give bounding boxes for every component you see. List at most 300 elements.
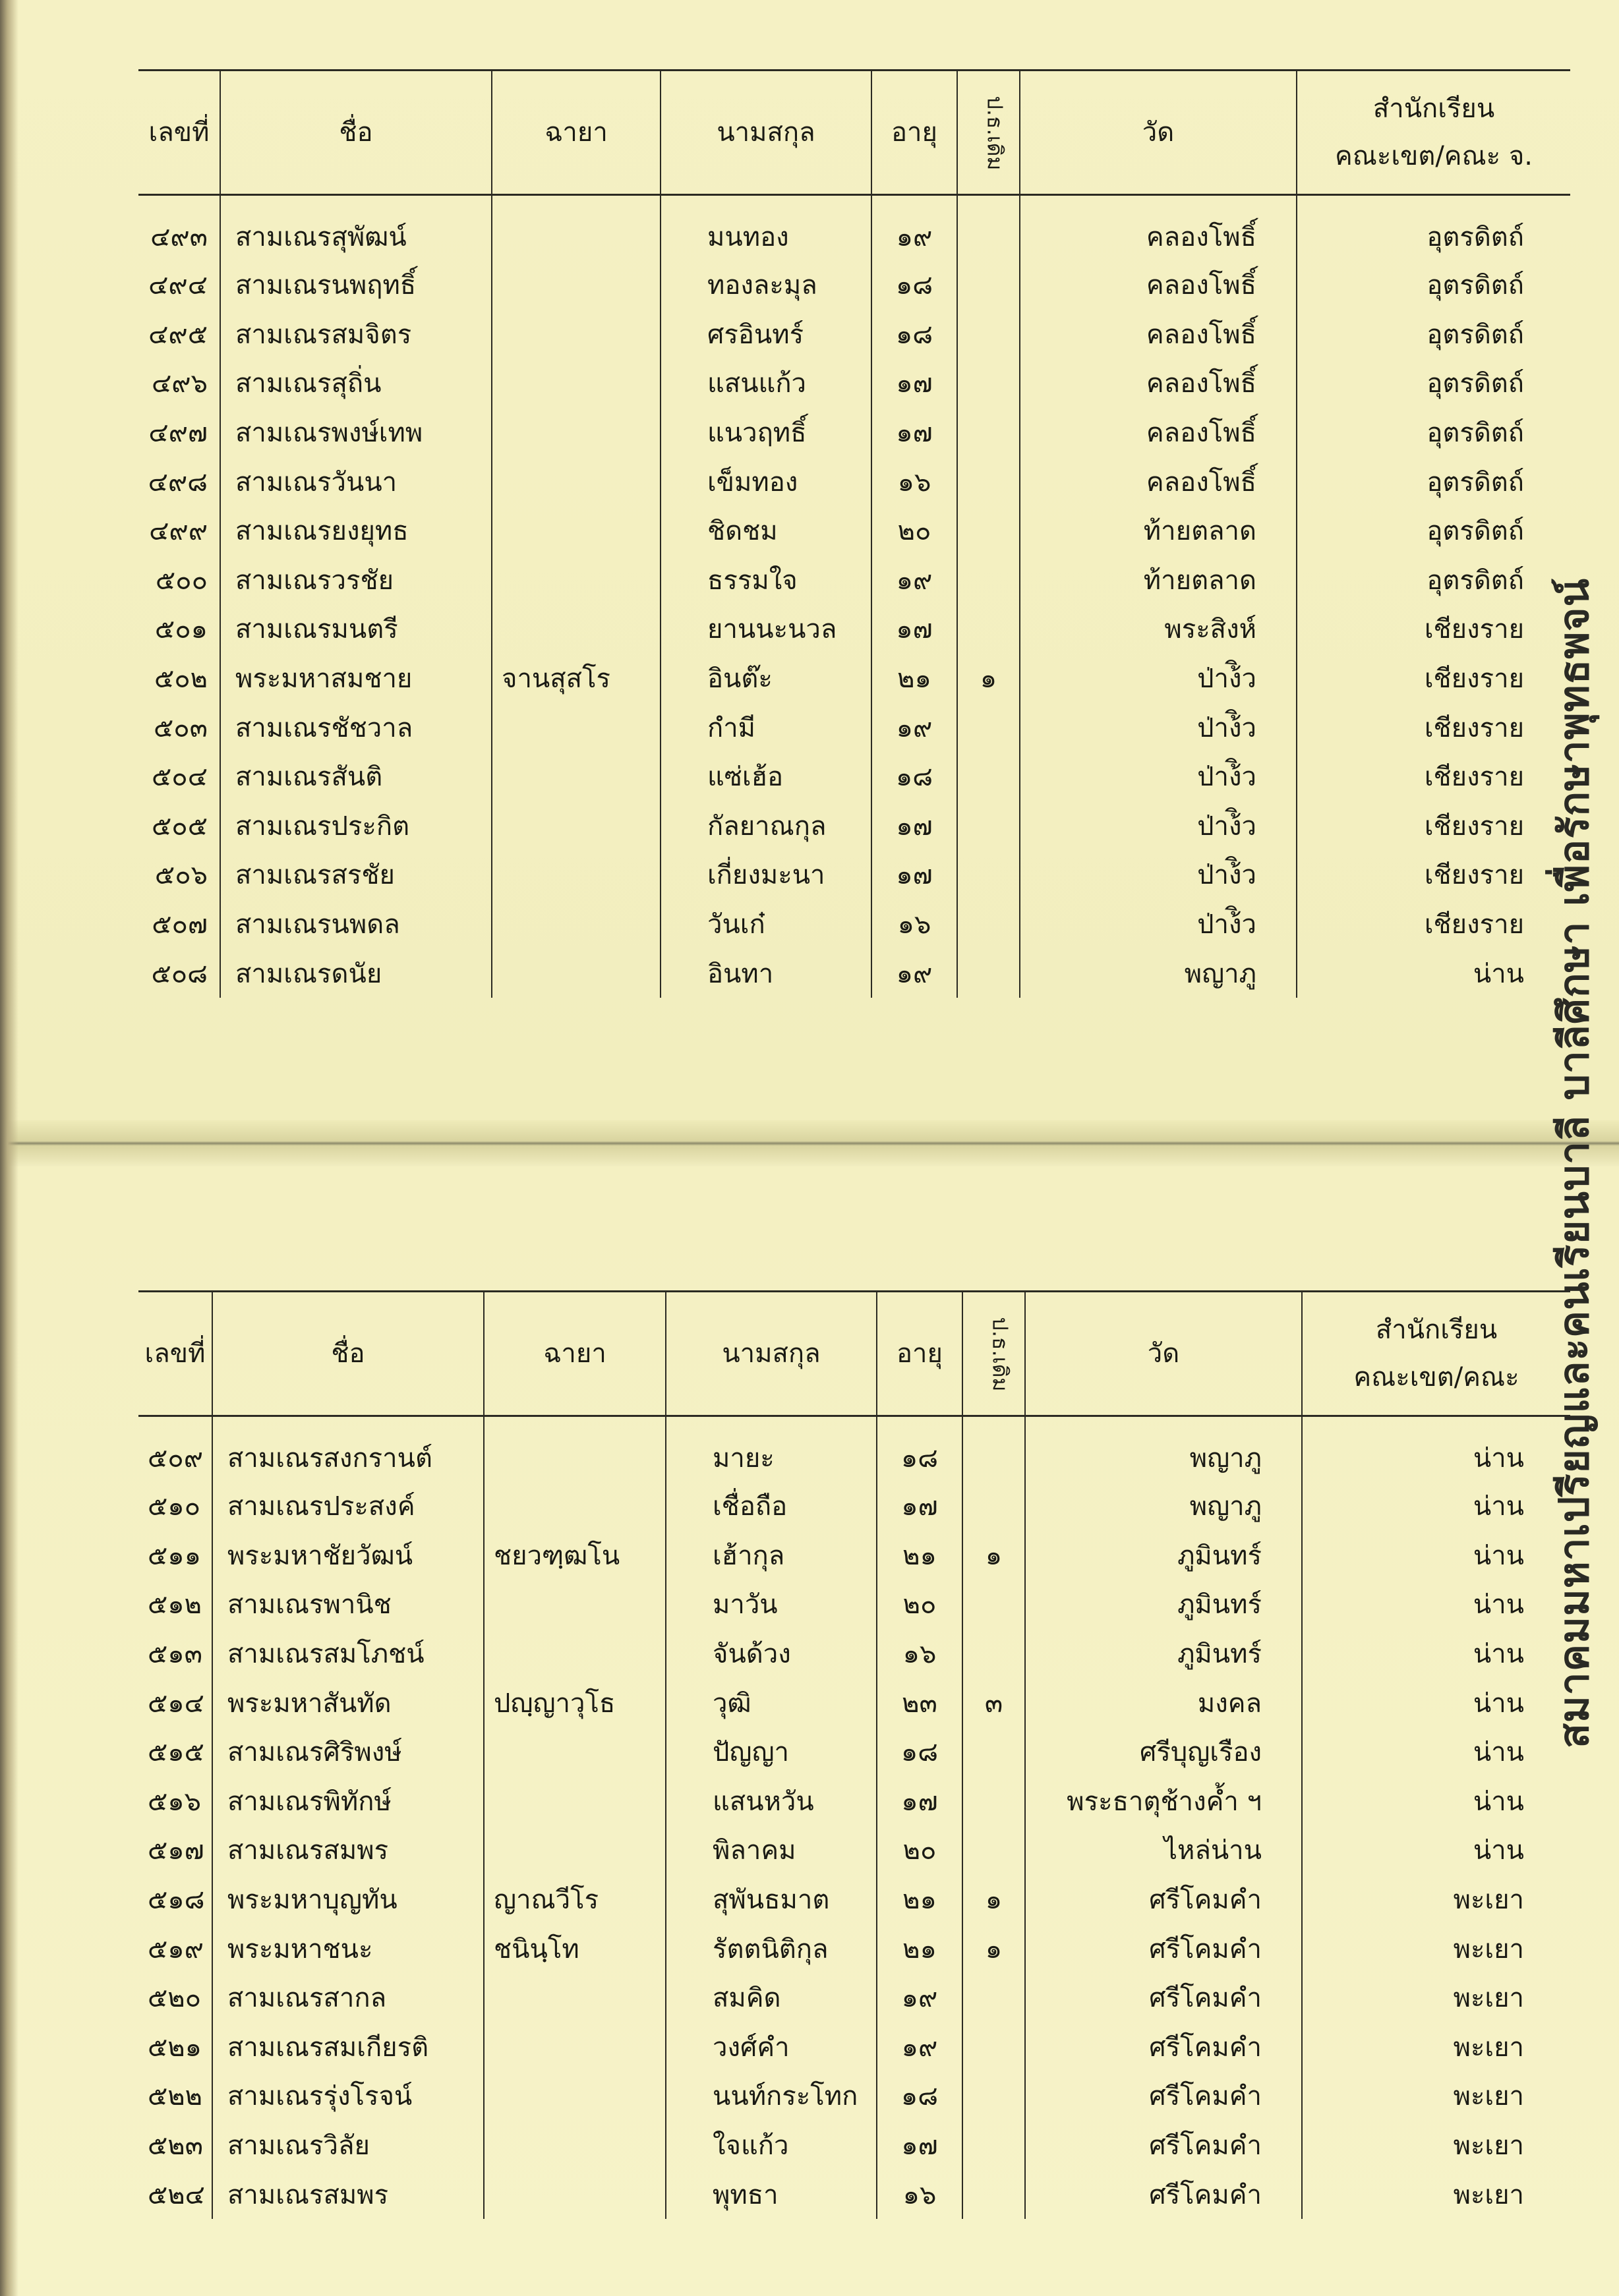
page-fold	[0, 1120, 1619, 1166]
row-age: ๑๗	[877, 1777, 962, 1826]
row-name: สามเณรสันติ	[220, 752, 492, 801]
row-grade	[962, 2023, 1025, 2072]
row-surname: เฮ้ากุล	[666, 1531, 877, 1580]
row-office: อุตรดิตถ์	[1297, 556, 1570, 605]
row-surname: มาวัน	[666, 1580, 877, 1629]
row-temple: คลองโพธิ์	[1020, 408, 1297, 457]
row-age: ๑๗	[877, 2121, 962, 2170]
row-number: ๔๙๔	[148, 270, 208, 301]
header-office-line1: สำนักเรียน	[1372, 94, 1495, 124]
row-number: ๕๒๓	[148, 2131, 203, 2162]
row-grade	[962, 1580, 1025, 1629]
row-temple: ป่าง้ิว	[1020, 654, 1297, 703]
row-temple: ภูมินทร์	[1025, 1580, 1302, 1629]
row-number: ๕๒๐	[148, 1983, 202, 2014]
row-number: ๕๑๒	[148, 1590, 202, 1621]
row-grade	[957, 195, 1020, 261]
header-title: ฉายา	[492, 71, 661, 195]
table-row	[138, 1727, 1570, 1777]
header-name: ชื่อ	[212, 1292, 484, 1416]
row-temple: ป่าง้ิว	[1020, 703, 1297, 752]
row-office: อุตรดิตถ์	[1297, 359, 1570, 408]
row-office: อุตรดิตถ์	[1297, 457, 1570, 506]
table-row	[138, 1629, 1570, 1679]
row-number: ๕๐๑	[154, 614, 208, 645]
row-office: พะเยา	[1302, 2071, 1570, 2121]
row-age: ๑๖	[871, 457, 957, 506]
row-monastic-title	[484, 1481, 666, 1531]
register-table-1	[138, 69, 1570, 998]
row-office: พะเยา	[1302, 1973, 1570, 2023]
table-row	[138, 1481, 1570, 1531]
row-temple: ท้ายตลาด	[1020, 556, 1297, 605]
register-table-2	[138, 1290, 1570, 2219]
row-temple: พระธาตุช้างค้ำ ฯ	[1025, 1777, 1302, 1826]
row-number: ๕๐๘	[151, 958, 208, 989]
row-grade	[957, 900, 1020, 949]
row-office: พะเยา	[1302, 2023, 1570, 2072]
row-monastic-title	[484, 1629, 666, 1679]
row-number: ๕๑๓	[148, 1639, 203, 1670]
row-surname: มนทอง	[661, 195, 871, 261]
row-number: ๕๑๗	[148, 1835, 204, 1866]
row-temple: คลองโพธิ์	[1020, 195, 1297, 261]
row-office: เชียงราย	[1297, 654, 1570, 703]
row-office: น่าน	[1302, 1777, 1570, 1826]
row-surname: พิลาคม	[666, 1825, 877, 1875]
row-number: ๕๐๔	[152, 762, 208, 793]
table-row	[138, 2121, 1570, 2170]
row-monastic-title	[492, 457, 661, 506]
row-surname: แสนแก้ว	[661, 359, 871, 408]
row-surname: พุทธา	[666, 2169, 877, 2219]
table-row	[138, 1875, 1570, 1924]
row-surname: ยานนะนวล	[661, 604, 871, 654]
row-surname: อินทา	[661, 948, 871, 998]
row-name: สามเณรสุพัฒน์	[220, 195, 492, 261]
row-monastic-title	[492, 703, 661, 752]
row-name: พระมหาชนะ	[212, 1924, 484, 1973]
row-number: ๕๐๓	[153, 712, 208, 743]
row-temple: ศรีโคมคำ	[1025, 2071, 1302, 2121]
row-number: ๔๙๙	[149, 516, 208, 547]
row-office: อุตรดิตถ์	[1297, 506, 1570, 556]
table-row	[138, 948, 1570, 998]
header-temple: วัด	[1025, 1292, 1302, 1416]
row-temple: พญาภู	[1020, 948, 1297, 998]
row-age: ๑๘	[871, 752, 957, 801]
header-office	[1297, 71, 1570, 195]
row-name: สามเณรสมเกียรติ	[212, 2023, 484, 2072]
table-row	[138, 260, 1570, 310]
row-grade: ๓	[962, 1678, 1025, 1727]
row-age: ๑๘	[871, 260, 957, 310]
row-age: ๑๖	[877, 1629, 962, 1679]
row-monastic-title	[484, 2023, 666, 2072]
row-grade	[957, 408, 1020, 457]
row-grade	[957, 556, 1020, 605]
row-monastic-title	[492, 310, 661, 359]
table-row	[138, 1580, 1570, 1629]
table-row	[138, 1825, 1570, 1875]
row-number: ๔๙๘	[148, 467, 208, 498]
row-age: ๑๖	[871, 900, 957, 949]
row-temple: คลองโพธิ์	[1020, 310, 1297, 359]
row-number: ๕๑๐	[148, 1491, 201, 1522]
row-monastic-title: จานสุสโร	[492, 654, 661, 703]
row-grade	[957, 604, 1020, 654]
row-age: ๑๗	[877, 1481, 962, 1531]
table-row	[138, 654, 1570, 703]
row-name: สามเณรสมโภชน์	[212, 1629, 484, 1679]
row-age: ๑๖	[877, 2169, 962, 2219]
row-age: ๑๗	[871, 850, 957, 900]
table-row	[138, 801, 1570, 851]
row-age: ๑๘	[877, 1416, 962, 1482]
row-name: สามเณรประสงค์	[212, 1481, 484, 1531]
row-temple: พญาภู	[1025, 1416, 1302, 1482]
row-grade: ๑	[957, 654, 1020, 703]
table-row	[138, 850, 1570, 900]
header-temple: วัด	[1020, 71, 1297, 195]
row-name: พระมหาสมชาย	[220, 654, 492, 703]
row-office: เชียงราย	[1297, 900, 1570, 949]
row-temple: ท้ายตลาด	[1020, 506, 1297, 556]
row-surname: เชื่อถือ	[666, 1481, 877, 1531]
row-grade	[962, 2121, 1025, 2170]
row-grade	[957, 506, 1020, 556]
row-surname: แสนหวัน	[666, 1777, 877, 1826]
row-name: สามเณรสงกรานต์	[212, 1416, 484, 1482]
row-monastic-title: ชนินฺโท	[484, 1924, 666, 1973]
row-number: ๕๑๘	[148, 1885, 205, 1916]
row-temple: ศรีโคมคำ	[1025, 1973, 1302, 2023]
row-monastic-title	[492, 260, 661, 310]
table-row	[138, 1531, 1570, 1580]
row-name: สามเณรสากล	[212, 1973, 484, 2023]
row-office: น่าน	[1302, 1416, 1570, 1482]
row-name: สามเณรดนัย	[220, 948, 492, 998]
row-age: ๑๗	[871, 604, 957, 654]
row-surname: สุพันธมาต	[666, 1875, 877, 1924]
row-name: สามเณรวิลัย	[212, 2121, 484, 2170]
row-age: ๑๙	[877, 2023, 962, 2072]
row-temple: ศรีบุญเรือง	[1025, 1727, 1302, 1777]
row-name: สามเณรนพฤทธิ์	[220, 260, 492, 310]
row-grade	[957, 457, 1020, 506]
row-number: ๔๙๓	[150, 222, 208, 252]
table-row	[138, 900, 1570, 949]
header-surname: นามสกุล	[666, 1292, 877, 1416]
row-age: ๑๙	[871, 195, 957, 261]
row-number: ๕๐๗	[152, 909, 208, 940]
row-temple: ภูมินทร์	[1025, 1629, 1302, 1679]
row-office: พะเยา	[1302, 2169, 1570, 2219]
row-number: ๕๒๒	[148, 2081, 203, 2112]
row-number: ๕๒๔	[148, 2179, 205, 2210]
row-name: พระมหาชัยวัฒน์	[212, 1531, 484, 1580]
row-office: อุตรดิตถ์	[1297, 310, 1570, 359]
row-grade	[962, 1727, 1025, 1777]
table-row	[138, 2023, 1570, 2072]
row-surname: ศรอินทร์	[661, 310, 871, 359]
row-office: น่าน	[1302, 1580, 1570, 1629]
row-office: น่าน	[1297, 948, 1570, 998]
row-age: ๒๐	[877, 1580, 962, 1629]
row-grade	[957, 310, 1020, 359]
row-temple: ไหล่น่าน	[1025, 1825, 1302, 1875]
row-temple: พระสิงห์	[1020, 604, 1297, 654]
row-office: น่าน	[1302, 1727, 1570, 1777]
row-name: สามเณรศิริพงษ์	[212, 1727, 484, 1777]
row-name: สามเณรพงษ์เทพ	[220, 408, 492, 457]
row-number: ๕๑๖	[148, 1786, 202, 1817]
row-monastic-title	[492, 948, 661, 998]
row-office: น่าน	[1302, 1678, 1570, 1727]
row-monastic-title	[492, 801, 661, 851]
row-monastic-title	[492, 408, 661, 457]
row-temple: พญาภู	[1025, 1481, 1302, 1531]
header-office-line2: คณะเขต/คณะ	[1353, 1362, 1519, 1392]
table-row	[138, 195, 1570, 261]
row-grade: ๑	[962, 1875, 1025, 1924]
row-name: สามเณรวันนา	[220, 457, 492, 506]
row-surname: ปัญญา	[666, 1727, 877, 1777]
row-monastic-title: ชยวฑฺฒโน	[484, 1531, 666, 1580]
row-number: ๕๐๙	[148, 1443, 203, 1474]
row-number: ๕๑๕	[148, 1737, 204, 1768]
row-surname: แซ่เฮ้อ	[661, 752, 871, 801]
table-row	[138, 1777, 1570, 1826]
row-grade	[957, 260, 1020, 310]
row-age: ๑๙	[871, 948, 957, 998]
row-surname: นนท์กระโทก	[666, 2071, 877, 2121]
row-grade: ๑	[962, 1924, 1025, 1973]
row-surname: มายะ	[666, 1416, 877, 1482]
row-number: ๔๙๕	[148, 319, 208, 350]
row-monastic-title	[484, 1825, 666, 1875]
table-row	[138, 604, 1570, 654]
row-surname: ทองละมุล	[661, 260, 871, 310]
row-temple: ป่าง้ิว	[1020, 752, 1297, 801]
header-age: อายุ	[871, 71, 957, 195]
row-number: ๕๑๙	[148, 1934, 204, 1965]
row-surname: เกี่ยงมะนา	[661, 850, 871, 900]
header-age: อายุ	[877, 1292, 962, 1416]
binding-edge	[0, 0, 18, 2296]
row-grade	[962, 1629, 1025, 1679]
row-grade	[962, 1481, 1025, 1531]
row-name: สามเณรพานิช	[212, 1580, 484, 1629]
header-surname: นามสกุล	[661, 71, 871, 195]
row-monastic-title	[484, 2169, 666, 2219]
row-office: เชียงราย	[1297, 801, 1570, 851]
row-grade	[962, 1825, 1025, 1875]
row-monastic-title: ปญฺญาวุโธ	[484, 1678, 666, 1727]
row-grade	[957, 801, 1020, 851]
row-office: น่าน	[1302, 1481, 1570, 1531]
row-surname: วุฒิ	[666, 1678, 877, 1727]
header-name: ชื่อ	[220, 71, 492, 195]
row-age: ๑๙	[877, 1973, 962, 2023]
row-number: ๔๙๖	[152, 368, 208, 399]
row-number: ๕๑๑	[148, 1540, 202, 1571]
row-number: ๕๑๔	[148, 1688, 204, 1719]
row-name: สามเณรพิทักษ์	[212, 1777, 484, 1826]
row-temple: คลองโพธิ์	[1020, 260, 1297, 310]
row-age: ๒๑	[877, 1531, 962, 1580]
row-number: ๔๙๗	[148, 418, 208, 449]
table-row	[138, 556, 1570, 605]
row-name: สามเณรสมพร	[212, 1825, 484, 1875]
row-monastic-title	[484, 1727, 666, 1777]
table-row	[138, 359, 1570, 408]
row-office: น่าน	[1302, 1531, 1570, 1580]
table-row	[138, 1924, 1570, 1973]
row-monastic-title: ญาณวีโร	[484, 1875, 666, 1924]
table-row	[138, 506, 1570, 556]
row-number: ๕๐๒	[154, 664, 208, 695]
row-office: เชียงราย	[1297, 703, 1570, 752]
row-age: ๑๗	[871, 801, 957, 851]
row-age: ๑๘	[871, 310, 957, 359]
row-surname: กำมี	[661, 703, 871, 752]
row-surname: สมคิด	[666, 1973, 877, 2023]
row-name: สามเณรสุถิ่น	[220, 359, 492, 408]
table-row	[138, 1416, 1570, 1482]
table-row	[138, 752, 1570, 801]
header-office-line2: คณะเขต/คณะ จ.	[1334, 141, 1533, 171]
row-monastic-title	[492, 556, 661, 605]
row-monastic-title	[492, 604, 661, 654]
row-monastic-title	[484, 1777, 666, 1826]
row-surname: จันด้วง	[666, 1629, 877, 1679]
row-office: เชียงราย	[1297, 604, 1570, 654]
row-grade	[962, 1416, 1025, 1482]
row-temple: ศรีโคมคำ	[1025, 1875, 1302, 1924]
row-monastic-title	[484, 1580, 666, 1629]
row-temple: ศรีโคมคำ	[1025, 2023, 1302, 2072]
table-row	[138, 703, 1570, 752]
row-office: อุตรดิตถ์	[1297, 408, 1570, 457]
row-temple: ภูมินทร์	[1025, 1531, 1302, 1580]
header-office-line1: สำนักเรียน	[1375, 1315, 1498, 1345]
row-monastic-title	[484, 2121, 666, 2170]
row-age: ๒๐	[871, 506, 957, 556]
row-monastic-title	[484, 1416, 666, 1482]
row-name: พระมหาสันทัด	[212, 1678, 484, 1727]
row-grade	[957, 703, 1020, 752]
row-number: ๕๐๕	[152, 811, 208, 842]
row-monastic-title	[484, 1973, 666, 2023]
row-monastic-title	[492, 195, 661, 261]
row-surname: ชิดชม	[661, 506, 871, 556]
row-temple: ป่าง้ิว	[1020, 850, 1297, 900]
row-name: สามเณรประกิต	[220, 801, 492, 851]
header-grade-label: ป.ธ.เดิม	[982, 96, 1008, 171]
table-header-row	[138, 71, 1570, 195]
row-temple: ศรีโคมคำ	[1025, 2169, 1302, 2219]
row-age: ๑๘	[877, 1727, 962, 1777]
row-surname: ใจแก้ว	[666, 2121, 877, 2170]
row-name: สามเณรยงยุทธ	[220, 506, 492, 556]
row-age: ๑๙	[871, 703, 957, 752]
row-surname: กัลยาณกุล	[661, 801, 871, 851]
row-name: สามเณรสมพร	[212, 2169, 484, 2219]
table-row	[138, 1678, 1570, 1727]
row-age: ๒๑	[877, 1924, 962, 1973]
table-row	[138, 457, 1570, 506]
row-surname: อินต๊ะ	[661, 654, 871, 703]
row-age: ๑๘	[877, 2071, 962, 2121]
header-no: เลขที่	[138, 71, 220, 195]
row-age: ๑๗	[871, 408, 957, 457]
row-temple: ศรีโคมคำ	[1025, 1924, 1302, 1973]
side-title-text: สมาคมมหาเปรียญและคนเรียนบาลี บาลีศึกษา เพื่อรักษาพุทธพจน์	[1550, 578, 1598, 1748]
row-monastic-title	[492, 900, 661, 949]
row-monastic-title	[492, 506, 661, 556]
row-age: ๒๑	[871, 654, 957, 703]
row-office: พะเยา	[1302, 1875, 1570, 1924]
row-name: สามเณรสมจิตร	[220, 310, 492, 359]
row-office: พะเยา	[1302, 1924, 1570, 1973]
header-grade-label: ป.ธ.เดิม	[987, 1317, 1013, 1392]
table-row	[138, 2169, 1570, 2219]
row-surname: วันเก๋	[661, 900, 871, 949]
row-grade	[957, 948, 1020, 998]
table-row	[138, 2071, 1570, 2121]
row-grade	[962, 1777, 1025, 1826]
row-grade	[962, 2071, 1025, 2121]
row-name: พระมหาบุญทัน	[212, 1875, 484, 1924]
table-row	[138, 1973, 1570, 2023]
row-age: ๒๓	[877, 1678, 962, 1727]
row-name: สามเณรชัชวาล	[220, 703, 492, 752]
row-grade	[962, 2169, 1025, 2219]
table-header-row	[138, 1292, 1570, 1416]
row-number: ๕๐๐	[155, 565, 208, 596]
row-office: อุตรดิตถ์	[1297, 260, 1570, 310]
row-number: ๕๐๖	[154, 860, 208, 891]
row-temple: คลองโพธิ์	[1020, 359, 1297, 408]
row-office: น่าน	[1302, 1825, 1570, 1875]
row-surname: วงศ์คำ	[666, 2023, 877, 2072]
row-surname: รัตตนิติกุล	[666, 1924, 877, 1973]
row-temple: คลองโพธิ์	[1020, 457, 1297, 506]
row-age: ๒๑	[877, 1875, 962, 1924]
row-name: สามเณรสรชัย	[220, 850, 492, 900]
row-monastic-title	[492, 752, 661, 801]
row-grade	[957, 752, 1020, 801]
row-surname: เข็มทอง	[661, 457, 871, 506]
row-age: ๑๙	[871, 556, 957, 605]
header-office	[1302, 1292, 1570, 1416]
row-surname: แนวฤทธิ์	[661, 408, 871, 457]
row-temple: ป่าง้ิว	[1020, 900, 1297, 949]
row-grade	[957, 850, 1020, 900]
table-row	[138, 310, 1570, 359]
row-monastic-title	[492, 359, 661, 408]
header-no: เลขที่	[138, 1292, 212, 1416]
row-temple: มงคล	[1025, 1678, 1302, 1727]
row-grade	[957, 359, 1020, 408]
row-name: สามเณรนพดล	[220, 900, 492, 949]
table-row	[138, 408, 1570, 457]
row-age: ๒๐	[877, 1825, 962, 1875]
row-monastic-title	[484, 2071, 666, 2121]
header-grade	[957, 71, 1020, 195]
row-monastic-title	[492, 850, 661, 900]
